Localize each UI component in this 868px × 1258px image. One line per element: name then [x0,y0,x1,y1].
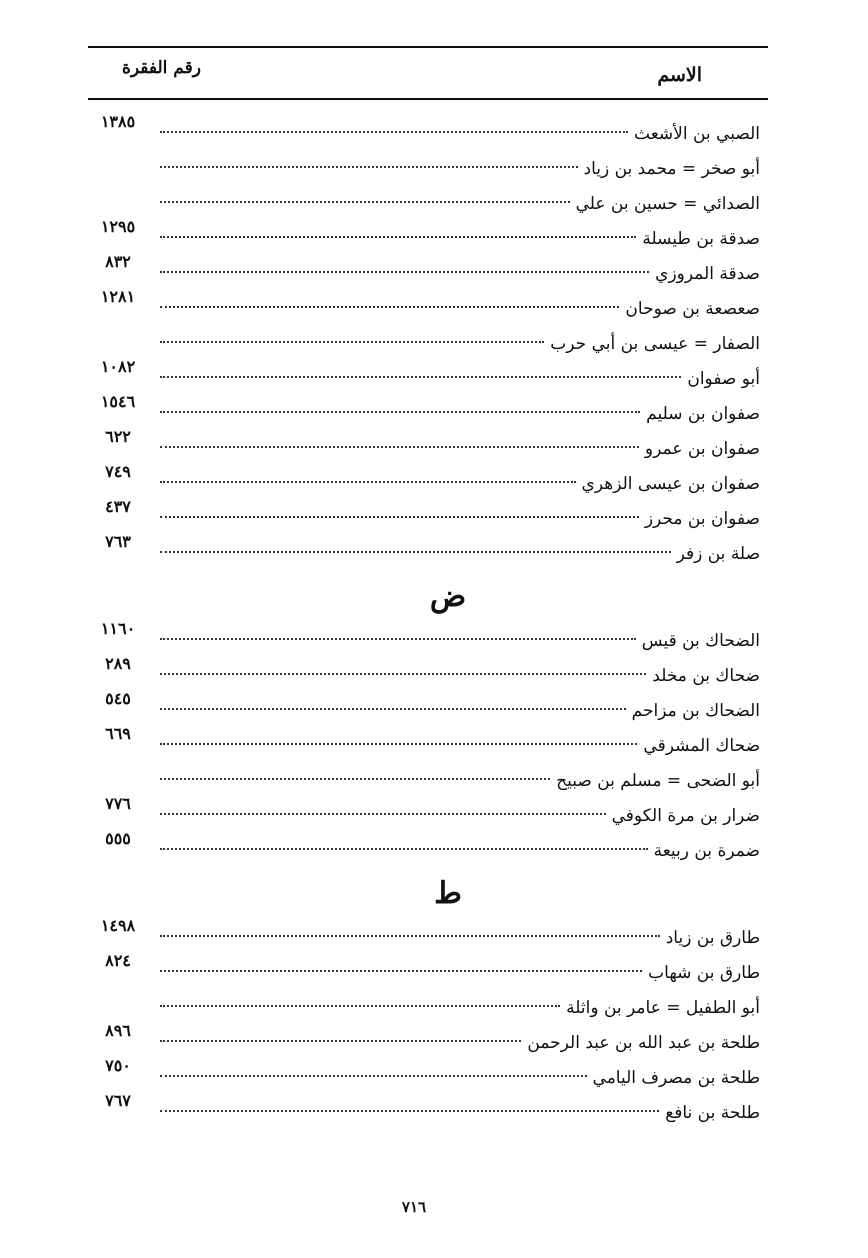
entry-paragraph-number: ٥٤٥ [105,689,131,708]
entry-name: أبو صخر = محمد بن زياد [583,158,760,179]
dot-leader [160,166,578,168]
entry-paragraph-number: ٨٢٤ [105,951,131,970]
index-entry [88,427,768,466]
dot-leader [160,1005,560,1007]
entry-paragraph-number: ١٥٤٦ [100,392,136,411]
dot-leader [160,516,639,518]
dot-leader [160,673,646,675]
dot-leader [160,131,628,133]
dot-leader [160,306,619,308]
name-column-header: الاسم [657,64,702,86]
dot-leader [160,813,606,815]
entry-name: ضمرة بن ربيعة [653,840,760,861]
index-entry [88,112,768,151]
entry-paragraph-number: ١٤٩٨ [100,916,136,935]
entry-paragraph-number: ٨٩٦ [105,1021,131,1040]
index-entry [88,497,768,536]
index-section [88,571,768,868]
index-entry [88,532,768,571]
index-entry [88,724,768,763]
index-entry [88,794,768,833]
entry-name: صدقة المروزي [655,263,760,284]
entry-paragraph-number: ٢٨٩ [105,654,131,673]
dot-leader [160,446,639,448]
entry-paragraph-number: ٧٦٧ [105,1091,131,1110]
entry-name: أبو الطفيل = عامر بن واثلة [566,997,760,1018]
index-entry [88,1021,768,1060]
dot-leader [160,778,550,780]
dot-leader [160,970,642,972]
entry-paragraph-number: ٧٥٠ [105,1056,131,1075]
dot-leader [160,1075,587,1077]
entry-paragraph-number: ٥٥٥ [105,829,131,848]
entry-name: طلحة بن مصرف اليامي [592,1067,760,1088]
index-entry [88,619,768,658]
entry-name: الصفار = عيسى بن أبي حرب [550,333,760,354]
index-entry [88,186,768,221]
index-entry [88,392,768,431]
index-entry [88,916,768,955]
index-entry [88,654,768,693]
index-entry [88,217,768,256]
entry-paragraph-number: ٧٦٣ [105,532,131,551]
entry-paragraph-number: ٤٣٧ [105,497,131,516]
entry-name: طلحة بن عبد الله بن عبد الرحمن [527,1032,760,1053]
dot-leader [160,551,671,553]
dot-leader [160,201,570,203]
entry-paragraph-number: ١١٦٠ [100,619,136,638]
entry-paragraph-number: ٨٣٢ [105,252,131,271]
entry-paragraph-number: ١٠٨٢ [100,357,136,376]
dot-leader [160,341,544,343]
index-entries [88,112,768,1130]
entry-name: طارق بن زياد [665,927,760,948]
entry-name: ضرار بن مرة الكوفي [611,805,760,826]
dot-leader [160,376,681,378]
entry-paragraph-number: ١٢٨١ [100,287,136,306]
index-entry [88,990,768,1025]
index-entry [88,252,768,291]
entry-name: الصدائي = حسين بن علي [575,193,760,214]
index-entry [88,326,768,361]
entry-name: صدقة بن طيسلة [642,228,760,249]
table-header [88,46,768,100]
paragraph-column-header: رقم الفقرة [122,58,201,78]
dot-leader [160,481,576,483]
dot-leader [160,708,626,710]
entry-name: ضحاك بن مخلد [652,665,760,686]
entry-name: طلحة بن نافع [665,1102,760,1123]
dot-leader [160,411,640,413]
entry-name: صفوان بن عيسى الزهري [581,473,760,494]
entry-name: صعصعة بن صوحان [625,298,760,319]
entry-name: الضحاك بن مزاحم [631,700,760,721]
index-entry [88,462,768,501]
section-letter-heading: ط [434,876,462,911]
dot-leader [160,848,648,850]
index-entry [88,763,768,798]
index-entry [88,287,768,326]
index-section [88,868,768,1130]
page-number: ٧١٦ [401,1198,427,1216]
dot-leader [160,638,636,640]
entry-name: ضحاك المشرقي [643,735,760,756]
entry-name: أبو الضحى = مسلم بن صبيح [556,770,760,791]
entry-paragraph-number: ١٢٩٥ [100,217,136,236]
entry-name: أبو صفوان [687,368,760,389]
entry-name: صفوان بن عمرو [644,438,760,459]
dot-leader [160,1040,521,1042]
entry-paragraph-number: ٦٦٩ [105,724,131,743]
index-entry [88,829,768,868]
entry-paragraph-number: ٦٢٢ [105,427,131,446]
entry-paragraph-number: ٧٤٩ [105,462,131,481]
index-entry [88,357,768,396]
index-entry [88,1091,768,1130]
entry-paragraph-number: ١٣٨٥ [100,112,136,131]
dot-leader [160,236,636,238]
index-entry [88,689,768,728]
dot-leader [160,935,660,937]
entry-name: صلة بن زفر [676,543,760,564]
index-entry [88,1056,768,1095]
index-section [88,112,768,571]
entry-name: صفوان بن محرز [644,508,760,529]
dot-leader [160,271,649,273]
section-letter-heading: ض [429,579,467,614]
entry-name: الضحاك بن قيس [641,630,760,651]
entry-paragraph-number: ٧٧٦ [105,794,131,813]
dot-leader [160,743,637,745]
dot-leader [160,1110,659,1112]
index-entry [88,151,768,186]
entry-name: صفوان بن سليم [646,403,760,424]
index-entry [88,951,768,990]
entry-name: طارق بن شهاب [648,962,760,983]
entry-name: الصبي بن الأشعث [634,123,760,144]
